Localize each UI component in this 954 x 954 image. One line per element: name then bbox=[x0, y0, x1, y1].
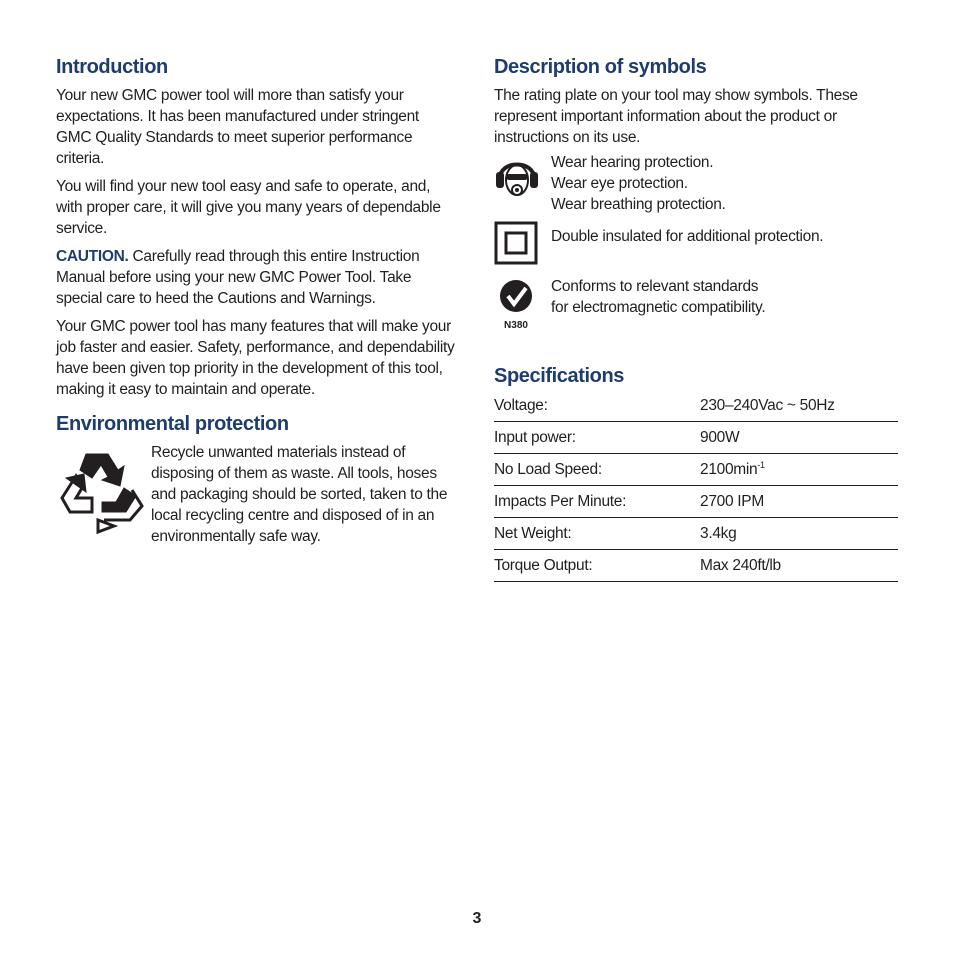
spec-label: Torque Output: bbox=[494, 550, 700, 582]
symbol-text-line: Conforms to relevant standards bbox=[551, 278, 759, 295]
symbol-row-protection bbox=[494, 152, 899, 215]
table-row bbox=[494, 518, 898, 550]
spec-label: Net Weight: bbox=[494, 518, 700, 550]
spec-value: 2700 IPM bbox=[700, 486, 898, 518]
symbol-row-double-insulated bbox=[494, 221, 899, 270]
symbol-text-line: for electromagnetic compatibility. bbox=[551, 299, 766, 316]
symbols-heading: Description of symbols bbox=[494, 56, 707, 78]
table-row bbox=[494, 550, 898, 582]
environmental-protection-section bbox=[56, 442, 456, 547]
symbol-row-c-tick bbox=[494, 276, 899, 337]
introduction-heading: Introduction bbox=[56, 56, 168, 78]
symbols-intro: The rating plate on your tool may show symbols. These represent important information about the product or instructions on its use. bbox=[494, 87, 858, 146]
spec-value: Max 240ft/lb bbox=[700, 550, 898, 582]
spec-value: 230–240Vac ~ 50Hz bbox=[700, 390, 898, 422]
spec-value: 3.4kg bbox=[700, 518, 898, 550]
spec-label: Input power: bbox=[494, 422, 700, 454]
table-row bbox=[494, 390, 898, 422]
introduction-paragraph-4: Your GMC power tool has many features that will make your job faster and easier. Safety, performance, and dependability have been given top priority in the development of this tool, making it easy to maintain and operate. bbox=[56, 318, 455, 398]
symbol-text-line: Wear eye protection. bbox=[551, 175, 688, 192]
protection-gear-icon bbox=[494, 152, 551, 207]
spec-label: Impacts Per Minute: bbox=[494, 486, 700, 518]
environmental-protection-heading: Environmental protection bbox=[56, 413, 289, 435]
table-row bbox=[494, 486, 898, 518]
specifications-heading: Specifications bbox=[494, 365, 624, 387]
symbol-text-line: Double insulated for additional protection. bbox=[551, 228, 824, 245]
symbol-text-line: Wear breathing protection. bbox=[551, 196, 726, 213]
spec-value: 2100min bbox=[700, 460, 758, 478]
spec-value-cell bbox=[700, 454, 898, 486]
environmental-protection-text: Recycle unwanted materials instead of disposing of them as waste. All tools, hoses and packaging should be sorted, taken to the local recycling centre and disposed of in an environmentally safe way. bbox=[151, 444, 448, 545]
table-row bbox=[494, 422, 898, 454]
caution-text: Carefully read through this entire Instruction Manual before using your new GMC Power Tool. Take special care to heed the Cautions and Warnings. bbox=[56, 248, 420, 307]
spec-label: Voltage: bbox=[494, 390, 700, 422]
spec-value-superscript: -1 bbox=[757, 459, 765, 470]
page-number: 3 bbox=[472, 910, 482, 927]
spec-value: 900W bbox=[700, 422, 898, 454]
recycle-icon bbox=[56, 442, 151, 539]
specifications-table bbox=[494, 390, 898, 582]
table-row bbox=[494, 454, 898, 486]
left-column bbox=[56, 56, 456, 547]
introduction-paragraph-2: You will find your new tool easy and safe to operate, and, with proper care, it will give you many years of dependable service. bbox=[56, 178, 441, 237]
c-tick-label: N380 bbox=[504, 320, 528, 331]
spec-label: No Load Speed: bbox=[494, 454, 700, 486]
caution-label: CAUTION. bbox=[56, 248, 129, 265]
introduction-paragraph-1: Your new GMC power tool will more than satisfy your expectations. It has been manufactured under stringent GMC Quality Standards to meet superior performance criteria. bbox=[56, 87, 419, 167]
double-insulated-icon bbox=[494, 221, 551, 270]
caution-paragraph bbox=[56, 246, 456, 309]
symbol-text-line: Wear hearing protection. bbox=[551, 154, 714, 171]
right-column bbox=[494, 56, 899, 582]
c-tick-icon bbox=[494, 276, 551, 337]
